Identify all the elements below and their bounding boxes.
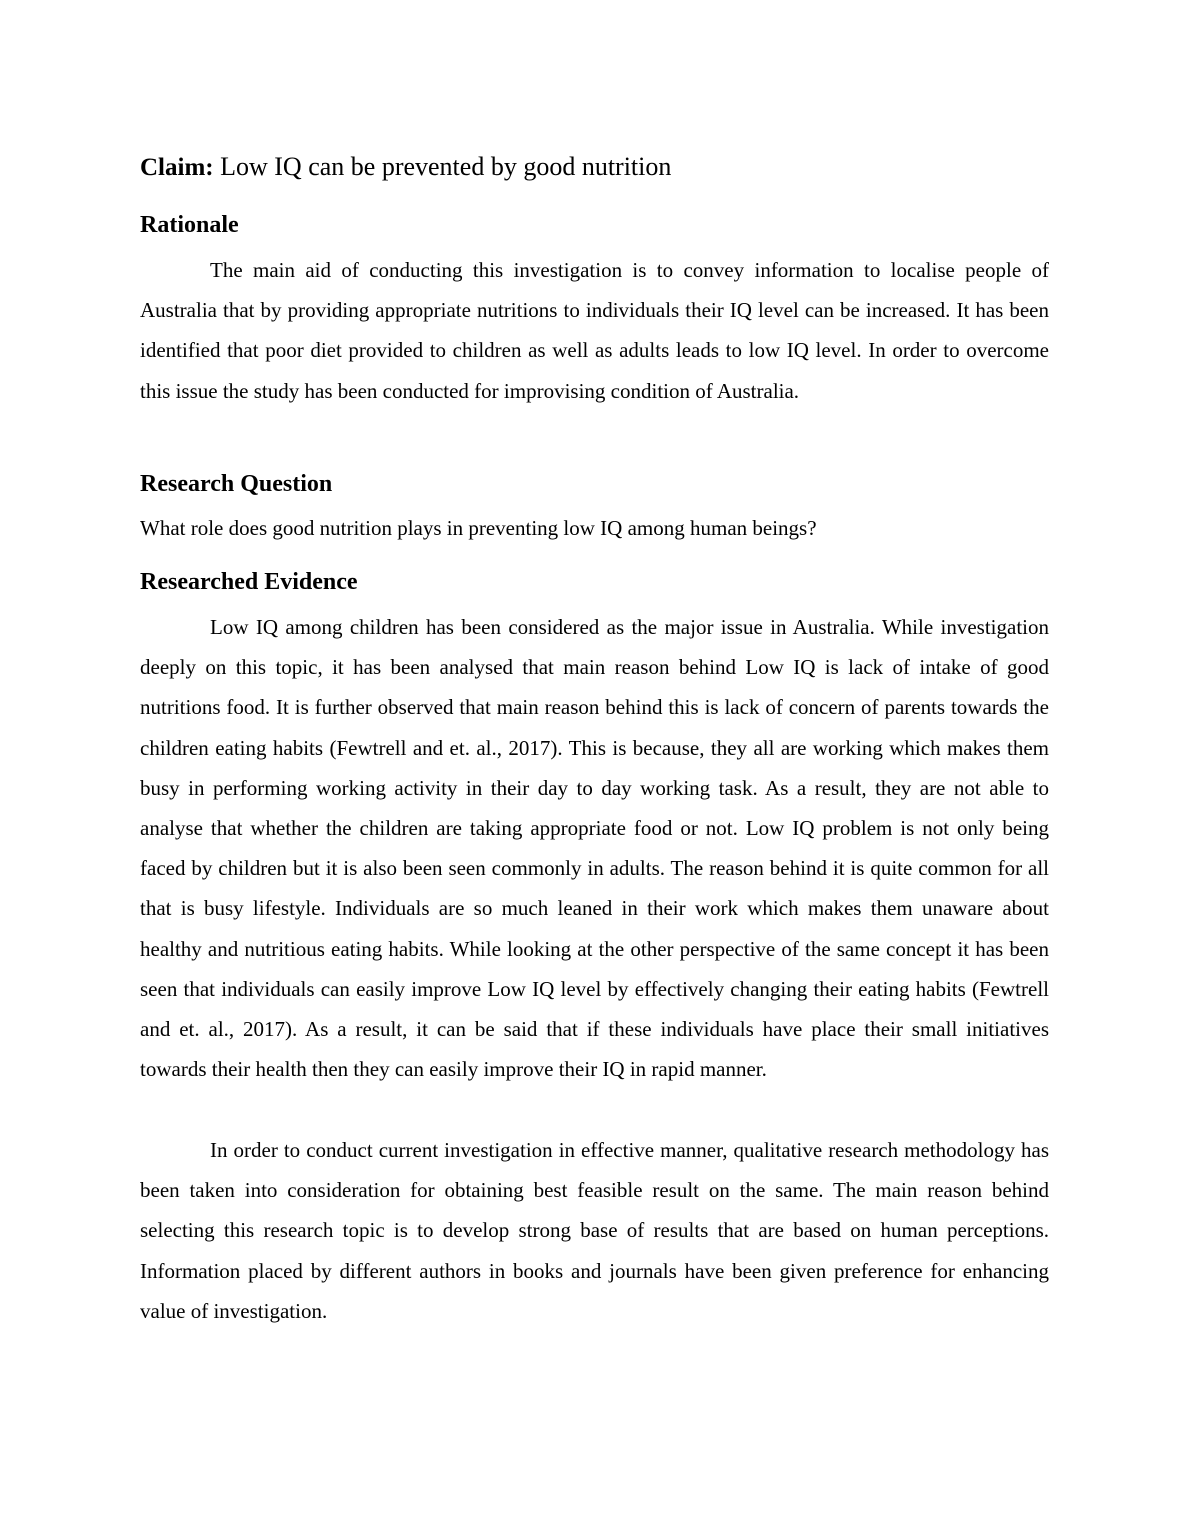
research-question-text: What role does good nutrition plays in preventing low IQ among human beings? [140, 516, 817, 540]
evidence-paragraph-2: In order to conduct current investigation in effective manner, qualitative research methodology has been taken into consideration for obtaining best feasible result on the same. The main reason behind selecting this research topic is to develop strong base of results that are based on human perceptions. Information placed by different authors in books and journals have been given preference for enhancing value of investigation. [140, 1138, 1049, 1323]
claim [140, 151, 1049, 184]
research-question-heading: Research Question [140, 471, 333, 497]
rationale-paragraph: The main aid of conducting this investigation is to convey information to localise people of Australia that by providing appropriate nutritions to individuals their IQ level can be increased. It has been identified that poor diet provided to children as well as adults leads to low IQ level. In order to overcome this issue the study has been conducted for improvising condition of Australia. [140, 258, 1049, 403]
claim-text: Low IQ can be prevented by good nutrition [213, 152, 672, 181]
researched-evidence-heading: Researched Evidence [140, 569, 358, 595]
evidence-paragraph-1: Low IQ among children has been considered as the major issue in Australia. While investigation deeply on this topic, it has been analysed that main reason behind Low IQ is lack of intake of good nutritions food. It is further observed that main reason behind this is lack of concern of parents towards the children eating habits (Fewtrell and et. al., 2017). This is because, they all are working which makes them busy in performing working activity in their day to day working task. As a result, they are not able to analyse that whether the children are taking appropriate food or not. Low IQ problem is not only being faced by children but it is also been seen commonly in adults. The reason behind it is quite common for all that is busy lifestyle. Individuals are so much leaned in their work which makes them unaware about healthy and nutritious eating habits. While looking at the other perspective of the same concept it has been seen that individuals can easily improve Low IQ level by effectively changing their eating habits (Fewtrell and et. al., 2017). As a result, it can be said that if these individuals have place their small initiatives towards their health then they can easily improve their IQ in rapid manner. [140, 615, 1049, 1082]
rationale-heading: Rationale [140, 212, 239, 238]
claim-label: Claim: [140, 154, 214, 181]
